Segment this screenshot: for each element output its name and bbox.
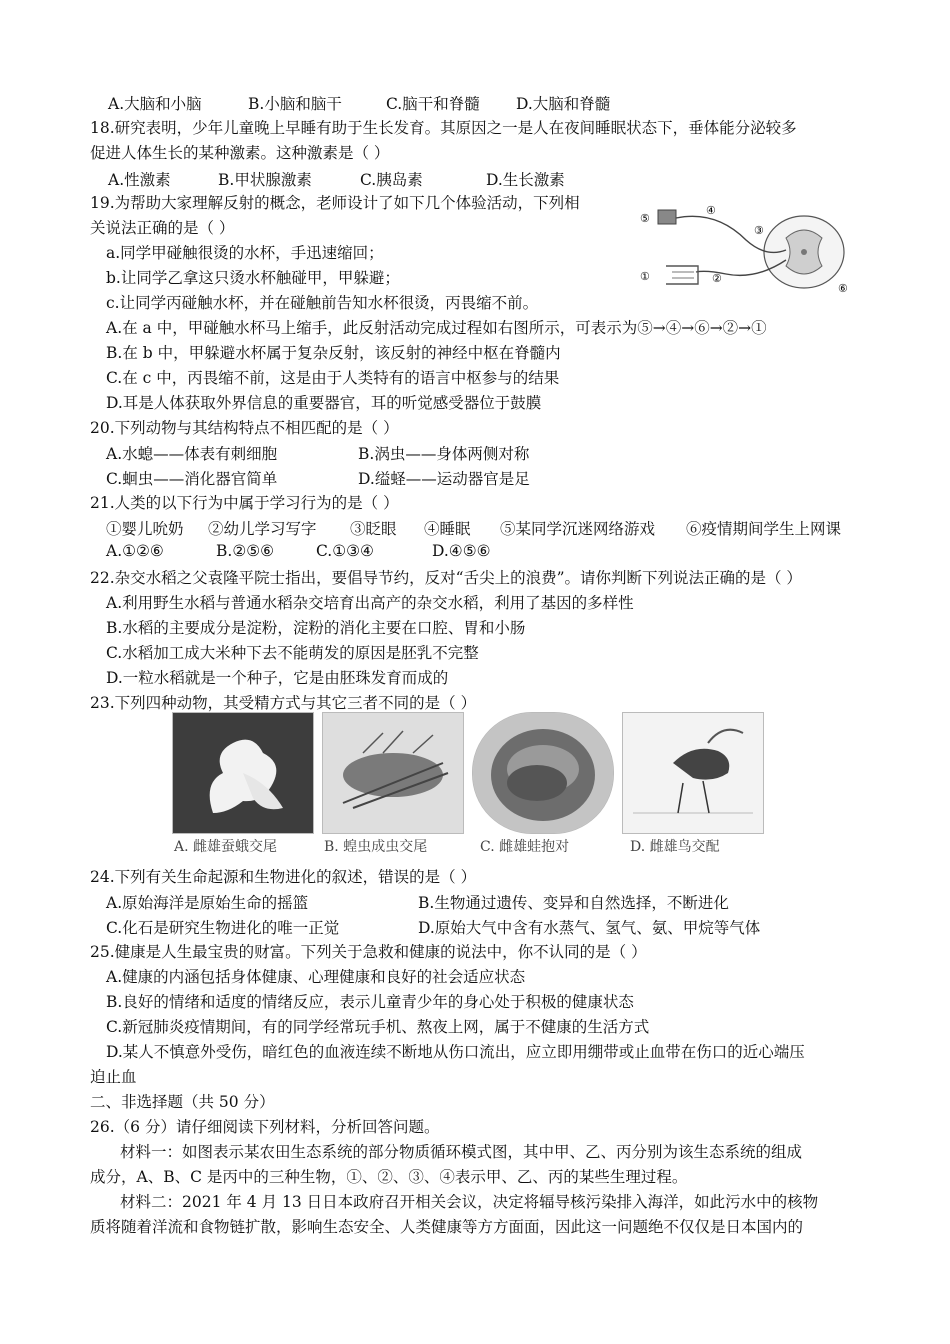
q23-caption-a: A. 雌雄蚕蛾交尾 xyxy=(174,839,278,855)
label-3: ③ xyxy=(754,224,764,237)
label-5: ⑤ xyxy=(640,212,650,225)
q23-caption-c: C. 雌雄蛙抱对 xyxy=(480,839,570,855)
q24-stem: 24.下列有关生命起源和生物进化的叙述，错误的是（ ） xyxy=(90,868,477,886)
q26-material2-line1: 材料二：2021 年 4 月 13 日日本政府召开相关会议，决定将辐导核污染排入海洋，如此污水中的核物 xyxy=(120,1193,819,1211)
receptor-shape xyxy=(658,210,676,224)
q22-option-d: D.一粒水稻就是一个种子，它是由胚珠发育而成的 xyxy=(106,669,449,687)
q22-option-a: A.利用野生水稻与普通水稻杂交培育出高产的杂交水稻，利用了基因的多样性 xyxy=(106,594,634,612)
q25-option-d-line1: D.某人不慎意外受伤，暗红色的血液连续不断地从伤口流出，应立即用绷带或止血带在伤口的近心端压 xyxy=(106,1043,805,1061)
q21-option-d: D.④⑤⑥ xyxy=(432,542,491,560)
q19-stem-line1: 19.为帮助大家理解反射的概念，老师设计了如下几个体验活动，下列相 xyxy=(90,194,580,212)
q17-option-c: C.脑干和脊髓 xyxy=(386,95,480,113)
q19-option-b: B.在 b 中，甲躲避水杯属于复杂反射，该反射的神经中枢在脊髓内 xyxy=(106,344,561,362)
q21-option-b: B.②⑤⑥ xyxy=(216,542,275,560)
q17-option-a: A.大脑和小脑 xyxy=(108,95,202,113)
label-1: ① xyxy=(640,270,650,283)
q24-option-a: A.原始海洋是原始生命的摇篮 xyxy=(106,894,309,912)
q21-option-a: A.①②⑥ xyxy=(106,542,164,560)
label-2: ② xyxy=(712,272,722,285)
q21-behavior-4: ④睡眠 xyxy=(424,520,471,538)
q25-option-a: A.健康的内涵包括身体健康、心理健康和良好的社会适应状态 xyxy=(106,968,526,986)
q18-option-b: B.甲状腺激素 xyxy=(218,171,312,189)
birds-photo xyxy=(622,712,764,834)
q22-option-b: B.水稻的主要成分是淀粉，淀粉的消化主要在口腔、胃和小肠 xyxy=(106,619,526,637)
q17-option-d: D.大脑和脊髓 xyxy=(516,95,611,113)
q21-behavior-5: ⑤某同学沉迷网络游戏 xyxy=(500,520,656,538)
q21-behavior-1: ①婴儿吮奶 xyxy=(106,520,184,538)
q19-item-c: c.让同学丙碰触水杯，并在碰触前告知水杯很烫，丙畏缩不前。 xyxy=(106,294,539,312)
q22-stem: 22.杂交水稻之父袁隆平院士指出，要倡导节约，反对“舌尖上的浪费”。请你判断下列说法正确的是（ ） xyxy=(90,569,802,587)
q18-stem-line1: 18.研究表明，少年儿童晚上早睡有助于生长发育。其原因之一是人在夜间睡眠状态下，垂体能分泌较多 xyxy=(90,119,797,137)
q24-option-d: D.原始大气中含有水蒸气、氢气、氨、甲烷等气体 xyxy=(418,919,761,937)
locust-photo xyxy=(322,712,464,834)
q26-material1-line2: 成分，A、B、C 是丙中的三种生物，①、②、③、④表示甲、乙、丙的某些生理过程。 xyxy=(90,1168,688,1186)
q20-option-a: A.水螅——体表有刺细胞 xyxy=(106,445,278,463)
q19-item-b: b.让同学乙拿这只烫水杯触碰甲，甲躲避； xyxy=(106,269,400,287)
q20-option-c: C.蛔虫——消化器官简单 xyxy=(106,470,278,488)
q25-stem: 25.健康是人生最宝贵的财富。下列关于急救和健康的说法中，你不认同的是（ ） xyxy=(90,943,647,961)
q26-stem: 26.（6 分）请仔细阅读下列材料，分析回答问题。 xyxy=(90,1118,440,1136)
q20-option-d: D.缢蛏——运动器官是足 xyxy=(358,470,530,488)
q25-option-d-line2: 迫止血 xyxy=(90,1068,137,1086)
section-heading: 二、非选择题（共 50 分） xyxy=(90,1093,275,1111)
silkmoth-photo xyxy=(172,712,314,834)
q21-behavior-3: ③眨眼 xyxy=(350,520,397,538)
q26-material2-line2: 质将随着洋流和食物链扩散，影响生态安全、人类健康等方方面面，因此这一问题绝不仅仅是日本国内的 xyxy=(90,1218,804,1236)
q25-option-b: B.良好的情绪和适度的情绪反应，表示儿童青少年的身心处于积极的健康状态 xyxy=(106,993,634,1011)
q22-option-c: C.水稻加工成大米种下去不能萌发的原因是胚乳不完整 xyxy=(106,644,479,662)
q21-behavior-6: ⑥疫情期间学生上网课 xyxy=(686,520,842,538)
central-canal-shape xyxy=(801,249,807,255)
q18-option-a: A.性激素 xyxy=(108,171,171,189)
q18-stem-line2: 促进人体生长的某种激素。这种激素是（ ） xyxy=(90,144,390,162)
q19-stem-line2: 关说法正确的是（ ） xyxy=(90,219,235,237)
q20-option-b: B.涡虫——身体两侧对称 xyxy=(358,445,530,463)
q23-figure-row xyxy=(168,712,768,862)
q19-option-d: D.耳是人体获取外界信息的重要器官，耳的听觉感受器位于鼓膜 xyxy=(106,394,542,412)
q23-caption-d: D. 雌雄鸟交配 xyxy=(630,839,720,855)
q19-item-a: a.同学甲碰触很烫的水杯，手迅速缩回； xyxy=(106,244,384,262)
q21-option-c: C.①③④ xyxy=(316,542,374,560)
muscle-fibers-shape xyxy=(672,272,694,278)
q17-option-b: B.小脑和脑干 xyxy=(248,95,342,113)
label-6: ⑥ xyxy=(838,282,848,295)
label-4: ④ xyxy=(706,204,716,217)
q18-option-c: C.胰岛素 xyxy=(360,171,423,189)
q18-option-d: D.生长激素 xyxy=(486,171,565,189)
q21-stem: 21.人类的以下行为中属于学习行为的是（ ） xyxy=(90,494,399,512)
q26-material1-line1: 材料一：如图表示某农田生态系统的部分物质循环模式图，其中甲、乙、丙分别为该生态系统的组成 xyxy=(120,1143,803,1161)
q19-option-c: C.在 c 中，丙畏缩不前，这是由于人类特有的语言中枢参与的结果 xyxy=(106,369,560,387)
q20-stem: 20.下列动物与其结构特点不相匹配的是（ ） xyxy=(90,419,399,437)
effector-shape xyxy=(666,266,698,284)
q23-caption-b: B. 蝗虫成虫交尾 xyxy=(324,839,428,855)
q25-option-c: C.新冠肺炎疫情期间，有的同学经常玩手机、熬夜上网，属于不健康的生活方式 xyxy=(106,1018,650,1036)
q21-behavior-2: ②幼儿学习写字 xyxy=(208,520,317,538)
q19-option-a: A.在 a 中，甲碰触水杯马上缩手，此反射活动完成过程如右图所示，可表示为⑤→④→⑥→②→① xyxy=(106,319,767,337)
q23-stem: 23.下列四种动物，其受精方式与其它三者不同的是（ ） xyxy=(90,694,477,712)
frog-photo xyxy=(472,712,614,834)
reflex-arc-figure xyxy=(636,200,856,298)
q24-option-c: C.化石是研究生物进化的唯一正觉 xyxy=(106,919,340,937)
q24-option-b: B.生物通过遗传、变异和自然选择，不断进化 xyxy=(418,894,729,912)
